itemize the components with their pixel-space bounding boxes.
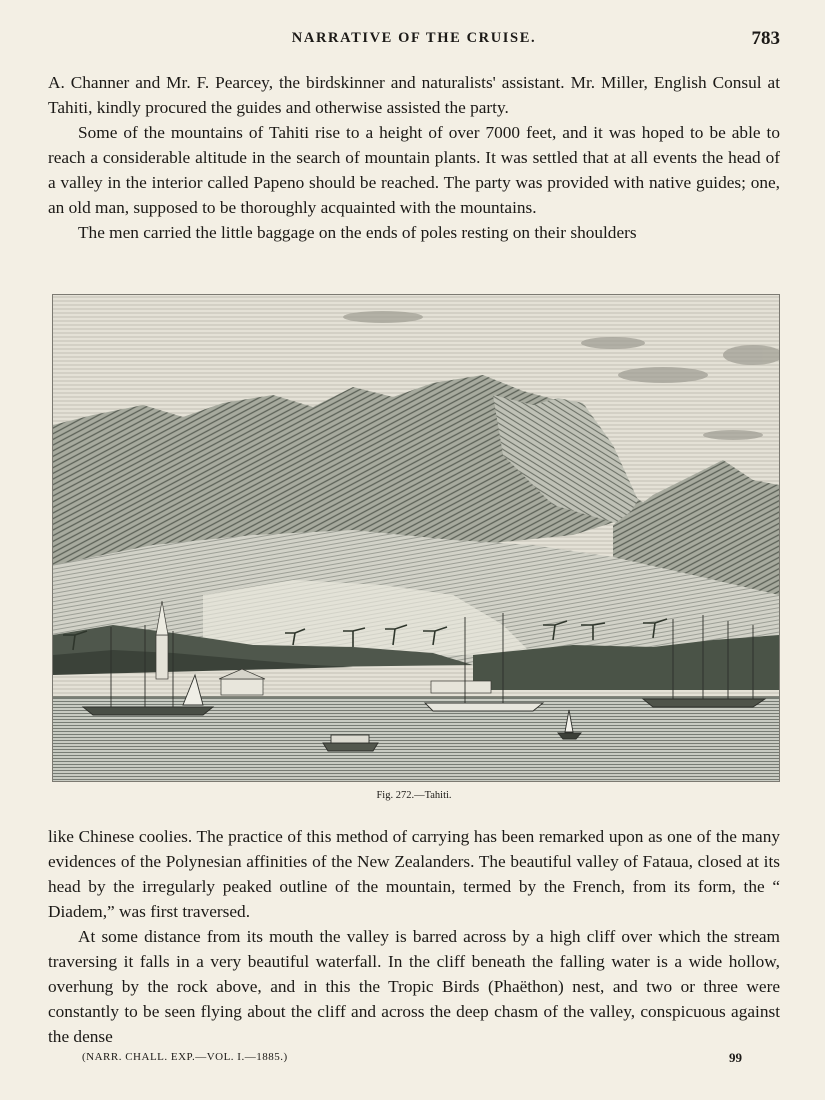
paragraph: The men carried the little baggage on the ends of poles resting on their shoulders: [78, 223, 637, 242]
footer-imprint: (NARR. CHALL. EXP.—VOL. I.—1885.): [82, 1051, 288, 1063]
running-title: NARRATIVE OF THE CRUISE.: [291, 30, 537, 46]
body-text-bottom: [48, 824, 780, 1049]
body-text-top: [48, 70, 780, 245]
footer: [82, 1051, 742, 1071]
paragraph: like Chinese coolies. The practice of this method of carrying has been remarked upon as one of the many evidences of the Polynesian affinities of the New Zealanders. The beautiful valley of Fataua, closed at its head by the irregularly peaked outline of the mountain, termed by the French, from its form, the “ Diadem,” was first traversed.: [48, 827, 780, 921]
figure-caption: Fig. 272.—Tahiti.: [376, 790, 452, 801]
paragraph: A. Channer and Mr. F. Pearcey, the birdskinner and naturalists' assistant. Mr. Miller, English Consul at Tahiti, kindly procured the guides and otherwise assisted the party.: [48, 73, 780, 117]
running-head: [48, 28, 780, 54]
tahiti-engraving: [52, 294, 780, 782]
paragraph: Some of the mountains of Tahiti rise to a height of over 7000 feet, and it was hoped to be able to reach a considerable altitude in the search of mountain plants. It was settled that at all events the head of a valley in the interior called Papeno should be reached. The party was provided with native guides; one, an old man, supposed to be thoroughly acquainted with the mountains.: [48, 123, 780, 217]
paragraph: At some distance from its mouth the valley is barred across by a high cliff over which the stream traversing it falls in a very beautiful waterfall. In the cliff beneath the falling water is a wide hollow, overhung by the rock above, and in this the Tropic Birds (Phaëthon) nest, and two or three were constantly to be seen flying about the cliff and across the deep chasm of the valley, conspicuous against the dense: [48, 927, 780, 1046]
signature-mark: 99: [729, 1050, 742, 1065]
page-number: 783: [751, 28, 780, 49]
